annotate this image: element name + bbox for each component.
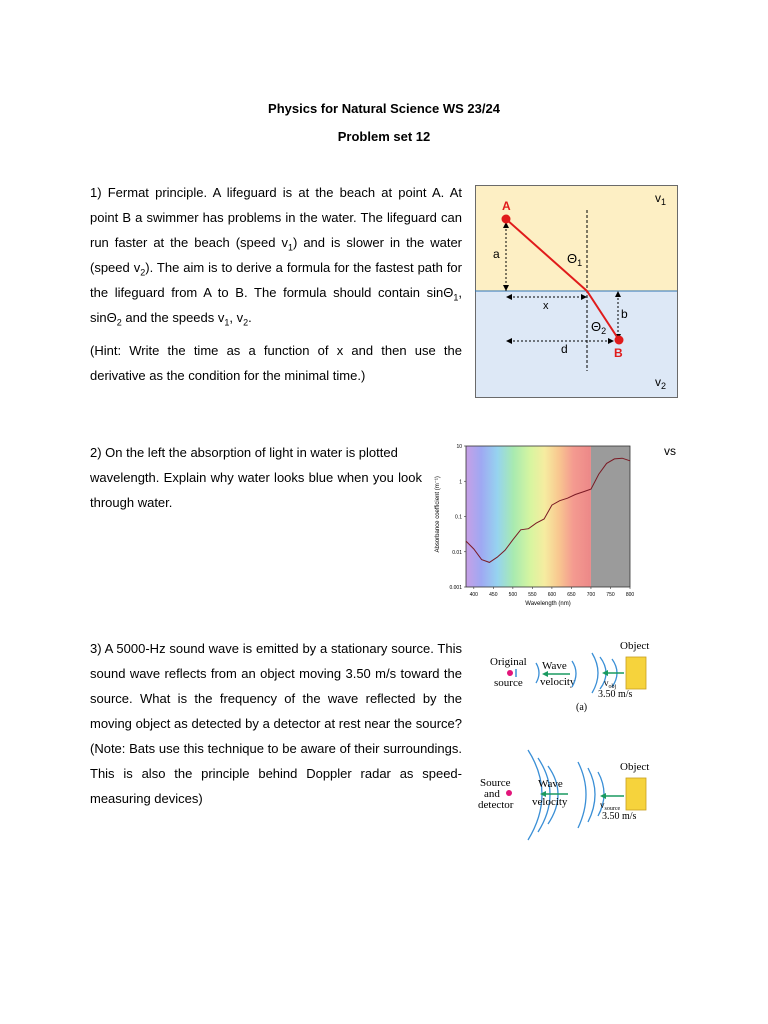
theta1-label: $\Theta_1$ — [567, 251, 583, 268]
x-tick-label: 550 — [528, 592, 537, 598]
point-b-marker — [615, 336, 624, 345]
problem-2 — [90, 440, 422, 515]
theta2-label: $\Theta_2$ — [591, 319, 607, 336]
point-a-marker — [502, 215, 511, 224]
label-x: x — [543, 300, 549, 312]
point-b-label: B — [614, 346, 623, 360]
velocity-label: velocity — [540, 676, 576, 688]
problem-1 — [90, 180, 462, 388]
object-speed-b: 3.50 m/s — [602, 811, 637, 822]
y-tick-label: 0.001 — [449, 585, 462, 591]
wave-label: Wave — [542, 660, 567, 672]
spectrum-band — [466, 446, 591, 587]
object-block — [626, 657, 646, 689]
x-tick-label: 650 — [567, 592, 576, 598]
x-axis-label: Wavelength (nm) — [525, 601, 571, 607]
v2-label: $v_2$ — [655, 375, 667, 391]
x-tick-label: 400 — [469, 592, 478, 598]
lifeguard-diagram — [475, 185, 678, 398]
problem-2-statement: 2) On the left the absorption of light in water is plotted wavelength. Explain why water looks blue when you look through water. — [90, 445, 422, 510]
doppler-figure-b — [472, 742, 668, 850]
problem-3 — [90, 636, 462, 811]
problem-2-vs: vs — [664, 444, 676, 458]
velocity-label-b: velocity — [532, 796, 568, 808]
object-label-b: Object — [620, 761, 650, 773]
object-label: Object — [620, 640, 650, 652]
x-tick-label: 700 — [586, 592, 596, 598]
x-tick-label: 450 — [489, 592, 498, 598]
x-tick-label: 750 — [606, 592, 615, 598]
x-tick-label: 600 — [547, 592, 557, 598]
object-speed: 3.50 m/s — [598, 689, 633, 700]
problem-1-hint: (Hint: Write the time as a function of x and then use the derivative as the condition for the minimal time.) — [90, 343, 462, 383]
source-label: source — [494, 677, 523, 689]
v1-label: $v_1$ — [655, 191, 667, 207]
original-label: Original — [490, 656, 527, 668]
object-block-b — [626, 778, 646, 810]
label-b: b — [621, 307, 628, 321]
object-velocity-symbol-b: $v_{source}$ — [600, 800, 621, 812]
x-tick-label: 800 — [625, 592, 635, 598]
y-axis-label: Absorbance coefficient (m⁻¹) — [435, 476, 441, 553]
and-label: and — [484, 788, 500, 800]
label-d: d — [561, 342, 568, 356]
source-dot — [507, 670, 513, 676]
object-velocity-symbol: $v_{obj}$ — [604, 678, 617, 690]
doppler-figure-a — [472, 635, 668, 741]
wave-label-b: Wave — [538, 778, 563, 790]
source-detector-dot — [506, 790, 512, 796]
page-title: Physics for Natural Science WS 23/24 — [268, 101, 500, 116]
y-tick-label: 1 — [459, 479, 462, 486]
absorption-chart — [428, 440, 638, 615]
y-tick-label: 0.1 — [455, 514, 462, 521]
problem-set-number: Problem set 12 — [337, 129, 431, 144]
x-tick-label: 500 — [508, 592, 518, 598]
detector-label: detector — [478, 799, 514, 811]
infrared-region — [591, 446, 630, 587]
y-tick-label: 10 — [456, 444, 462, 450]
figure-a-caption: (a) — [576, 702, 588, 713]
problem-3-statement: 3) A 5000-Hz sound wave is emitted by a stationary source. This sound wave reflects from an object moving 3.50 m/s toward the source. What is the frequency of the wave reflected by the moving object as detected by a detector at rest near the source? (Note: Bats use this technique to be aware of their surroundings. This is also the principle behind Doppler radar as speed-measuring devices) — [90, 641, 462, 806]
point-a-label: A — [502, 199, 511, 213]
water-region — [475, 291, 677, 397]
label-a: a — [493, 247, 500, 261]
source-label-b: Source — [480, 777, 511, 789]
y-tick-label: 0.01 — [452, 549, 462, 556]
problem-1-statement: 1) Fermat principle. A lifeguard is at the beach at point A. At point B a swimmer has problems in the water. The lifeguard can run faster at the beach (speed $v_1$) and is slower in the water (speed $v_2$). The aim is to derive a formula for the fastest path for the lifeguard from A to B. The formula should contain sinΘ$_1$, sinΘ$_2$ and the speeds $v_1$, $v_2$. — [90, 185, 463, 328]
